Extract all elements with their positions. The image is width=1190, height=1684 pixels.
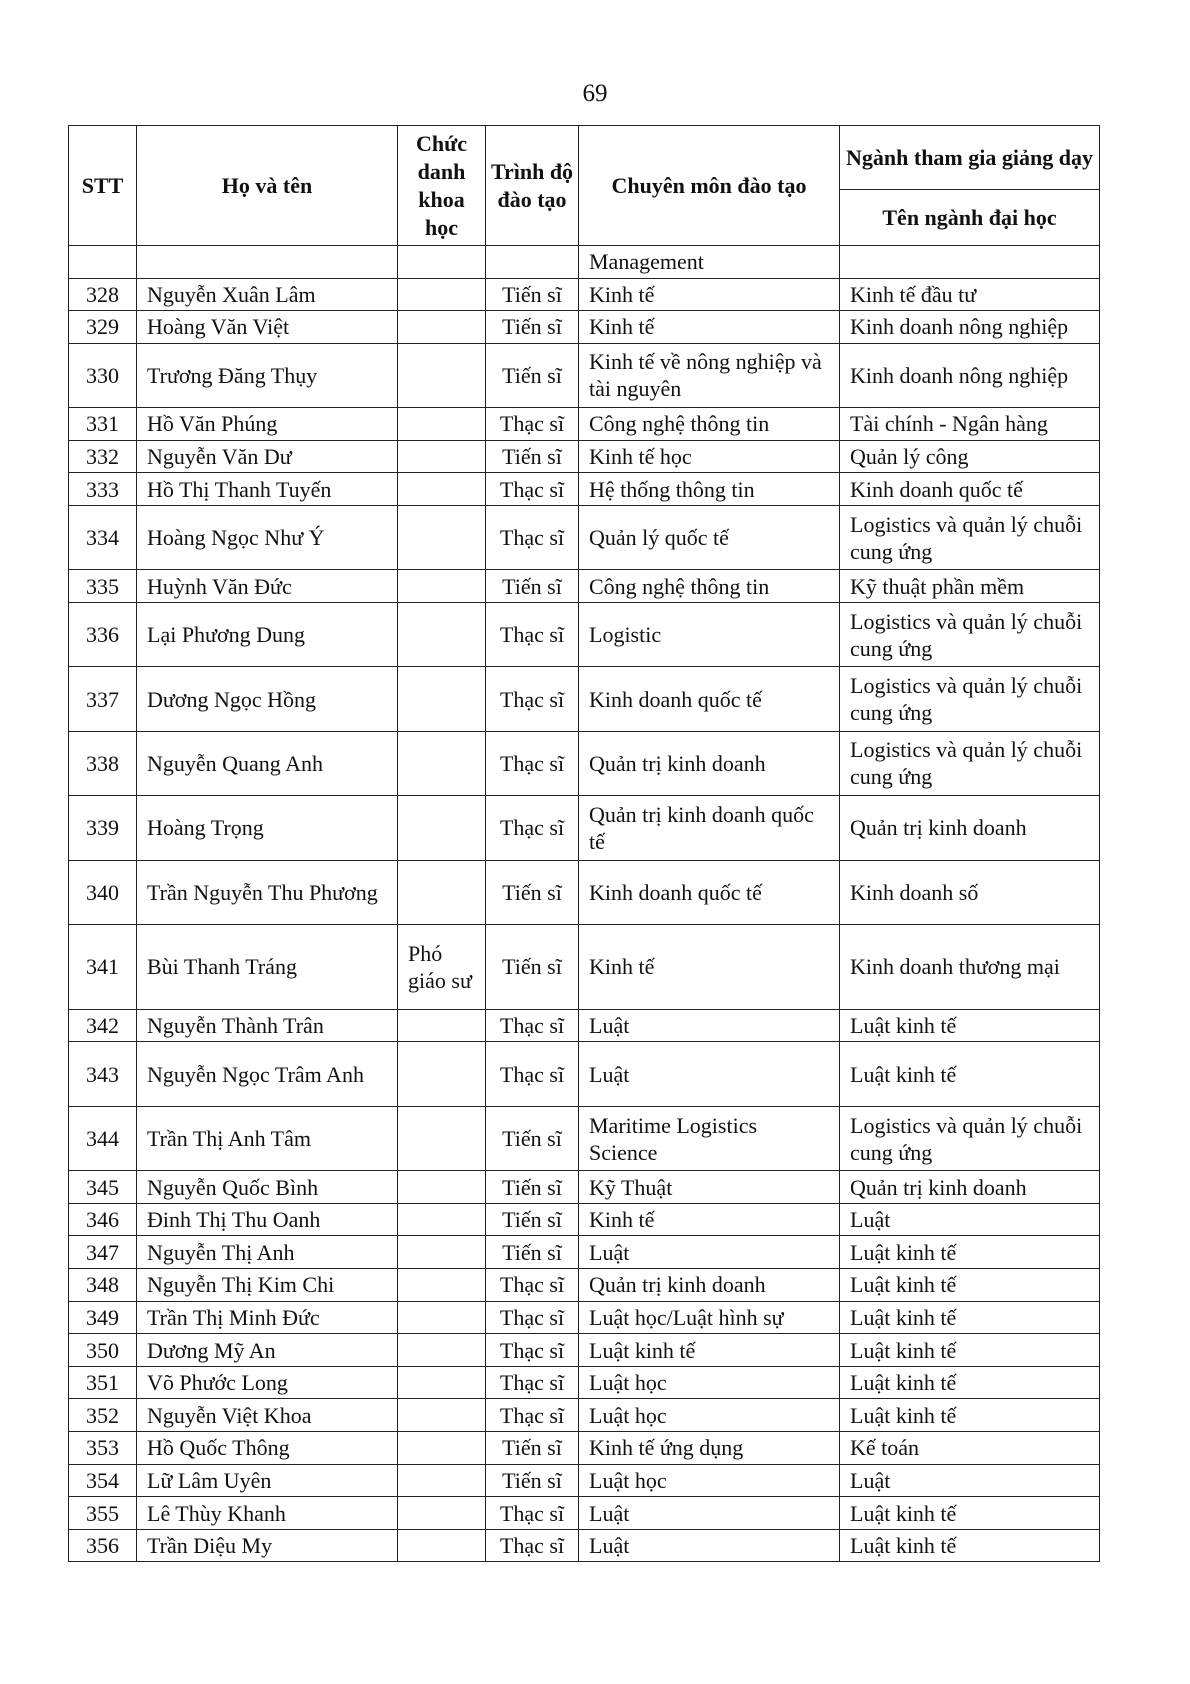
cell-name: Hồ Quốc Thông [137,1432,398,1465]
cell-academic-title [398,1203,486,1236]
cell-degree: Thạc sĩ [486,1334,579,1367]
header-row [69,126,1100,190]
cell-degree: Tiến sĩ [486,570,579,603]
table-row [69,1042,1100,1106]
cell-specialty: Management [579,246,840,279]
cell-name: Trần Nguyễn Thu Phương [137,860,398,924]
table-row [69,602,1100,666]
cell-specialty: Công nghệ thông tin [579,570,840,603]
cell-specialty: Kỹ Thuật [579,1171,840,1204]
cell-specialty: Kinh tế học [579,440,840,473]
cell-major: Kinh doanh quốc tế [840,473,1100,506]
cell-degree: Tiến sĩ [486,278,579,311]
cell-name: Trần Thị Anh Tâm [137,1106,398,1170]
table-row [69,1366,1100,1399]
cell-degree: Thạc sĩ [486,1301,579,1334]
cell-stt: 349 [69,1301,137,1334]
cell-degree: Thạc sĩ [486,602,579,666]
cell-major: Luật kinh tế [840,1236,1100,1269]
cell-stt: 344 [69,1106,137,1170]
cell-academic-title [398,731,486,795]
cell-major [840,246,1100,279]
cell-stt: 339 [69,796,137,860]
header-degree: Trình độ đào tạo [486,126,579,246]
cell-academic-title [398,1497,486,1530]
table-row [69,1009,1100,1042]
cell-stt: 353 [69,1432,137,1465]
cell-name: Nguyễn Việt Khoa [137,1399,398,1432]
cell-major: Luật kinh tế [840,1042,1100,1106]
cell-degree: Tiến sĩ [486,860,579,924]
cell-specialty: Kinh tế [579,311,840,344]
cell-specialty: Kinh doanh quốc tế [579,667,840,731]
cell-name: Bùi Thanh Tráng [137,924,398,1009]
table-row [69,1236,1100,1269]
cell-stt: 336 [69,602,137,666]
cell-academic-title [398,1269,486,1302]
cell-stt: 341 [69,924,137,1009]
header-stt: STT [69,126,137,246]
cell-major: Tài chính - Ngân hàng [840,408,1100,441]
cell-degree: Thạc sĩ [486,731,579,795]
cell-major: Logistics và quản lý chuỗi cung ứng [840,667,1100,731]
cell-academic-title [398,570,486,603]
cell-name: Nguyễn Văn Dư [137,440,398,473]
cell-major: Quản lý công [840,440,1100,473]
cell-stt: 343 [69,1042,137,1106]
table-row [69,311,1100,344]
cell-academic-title [398,505,486,569]
cell-degree: Thạc sĩ [486,1009,579,1042]
cell-degree: Tiến sĩ [486,343,579,407]
cell-major: Logistics và quản lý chuỗi cung ứng [840,505,1100,569]
cell-stt: 356 [69,1529,137,1562]
cell-stt: 331 [69,408,137,441]
cell-major: Kinh doanh số [840,860,1100,924]
cell-specialty: Luật [579,1042,840,1106]
cell-degree: Thạc sĩ [486,505,579,569]
cell-specialty: Kinh tế ứng dụng [579,1432,840,1465]
header-name: Họ và tên [137,126,398,246]
cell-major: Quản trị kinh doanh [840,796,1100,860]
table-row [69,1497,1100,1530]
cell-degree: Thạc sĩ [486,1366,579,1399]
cell-name [137,246,398,279]
cell-stt [69,246,137,279]
cell-name: Hoàng Ngọc Như Ý [137,505,398,569]
cell-specialty: Luật [579,1497,840,1530]
table-row [69,1334,1100,1367]
cell-academic-title [398,440,486,473]
cell-stt: 351 [69,1366,137,1399]
cell-degree: Thạc sĩ [486,1269,579,1302]
cell-academic-title [398,343,486,407]
cell-name: Hồ Thị Thanh Tuyến [137,473,398,506]
table-row [69,796,1100,860]
cell-specialty: Quản trị kinh doanh quốc tế [579,796,840,860]
cell-stt: 350 [69,1334,137,1367]
table-row [69,1269,1100,1302]
table-body [69,246,1100,1562]
cell-specialty: Quản trị kinh doanh [579,731,840,795]
cell-specialty: Luật học [579,1399,840,1432]
cell-name: Võ Phước Long [137,1366,398,1399]
cell-specialty: Luật [579,1009,840,1042]
cell-name: Nguyễn Thành Trân [137,1009,398,1042]
cell-specialty: Luật học [579,1366,840,1399]
cell-degree: Thạc sĩ [486,473,579,506]
cell-academic-title [398,1236,486,1269]
cell-academic-title [398,311,486,344]
cell-specialty: Maritime Logistics Science [579,1106,840,1170]
cell-academic-title [398,1334,486,1367]
cell-academic-title [398,1171,486,1204]
table-row [69,1432,1100,1465]
cell-degree: Thạc sĩ [486,667,579,731]
cell-name: Nguyễn Ngọc Trâm Anh [137,1042,398,1106]
cell-specialty: Luật học/Luật hình sự [579,1301,840,1334]
cell-specialty: Kinh doanh quốc tế [579,860,840,924]
cell-degree: Thạc sĩ [486,1529,579,1562]
cell-degree: Thạc sĩ [486,1042,579,1106]
table-row [69,731,1100,795]
cell-specialty: Kinh tế [579,278,840,311]
cell-academic-title [398,1106,486,1170]
cell-major: Luật kinh tế [840,1269,1100,1302]
cell-stt: 328 [69,278,137,311]
cell-stt: 348 [69,1269,137,1302]
table-row [69,860,1100,924]
cell-major: Kỹ thuật phần mềm [840,570,1100,603]
cell-major: Kế toán [840,1432,1100,1465]
cell-name: Hoàng Trọng [137,796,398,860]
cell-specialty: Kinh tế [579,1203,840,1236]
cell-stt: 333 [69,473,137,506]
cell-major: Luật kinh tế [840,1529,1100,1562]
cell-name: Nguyễn Xuân Lâm [137,278,398,311]
table-row [69,408,1100,441]
cell-major: Kinh tế đầu tư [840,278,1100,311]
cell-specialty: Kinh tế về nông nghiệp và tài nguyên [579,343,840,407]
cell-name: Dương Mỹ An [137,1334,398,1367]
cell-name: Đinh Thị Thu Oanh [137,1203,398,1236]
cell-name: Nguyễn Quang Anh [137,731,398,795]
cell-stt: 347 [69,1236,137,1269]
cell-major: Luật kinh tế [840,1301,1100,1334]
table-row [69,1399,1100,1432]
cell-academic-title [398,1042,486,1106]
cell-degree: Tiến sĩ [486,1432,579,1465]
cell-academic-title [398,1009,486,1042]
cell-degree: Tiến sĩ [486,1236,579,1269]
table-row [69,667,1100,731]
table-row [69,473,1100,506]
cell-major: Kinh doanh thương mại [840,924,1100,1009]
cell-stt: 337 [69,667,137,731]
cell-academic-title [398,1399,486,1432]
cell-name: Trương Đăng Thụy [137,343,398,407]
cell-degree: Thạc sĩ [486,1399,579,1432]
cell-stt: 330 [69,343,137,407]
cell-major: Luật [840,1464,1100,1497]
cell-academic-title [398,408,486,441]
cell-academic-title [398,1464,486,1497]
cell-degree: Tiến sĩ [486,1106,579,1170]
cell-degree: Thạc sĩ [486,1497,579,1530]
cell-academic-title [398,602,486,666]
cell-specialty: Quản trị kinh doanh [579,1269,840,1302]
cell-name: Hồ Văn Phúng [137,408,398,441]
table-row [69,440,1100,473]
table-row [69,1106,1100,1170]
cell-major: Luật kinh tế [840,1334,1100,1367]
cell-major: Logistics và quản lý chuỗi cung ứng [840,602,1100,666]
cell-stt: 334 [69,505,137,569]
cell-major: Luật [840,1203,1100,1236]
cell-name: Lại Phương Dung [137,602,398,666]
cell-academic-title [398,1301,486,1334]
header-teaching-group: Ngành tham gia giảng dạy [840,126,1100,190]
cell-specialty: Công nghệ thông tin [579,408,840,441]
cell-degree: Tiến sĩ [486,311,579,344]
cell-stt: 335 [69,570,137,603]
cell-name: Hoàng Văn Việt [137,311,398,344]
cell-academic-title [398,278,486,311]
cell-major: Quản trị kinh doanh [840,1171,1100,1204]
table-row [69,1464,1100,1497]
cell-stt: 345 [69,1171,137,1204]
cell-specialty: Logistic [579,602,840,666]
cell-major: Luật kinh tế [840,1399,1100,1432]
cell-major: Logistics và quản lý chuỗi cung ứng [840,731,1100,795]
cell-degree: Tiến sĩ [486,924,579,1009]
cell-stt: 354 [69,1464,137,1497]
cell-stt: 352 [69,1399,137,1432]
cell-degree [486,246,579,279]
header-major: Tên ngành đại học [840,190,1100,246]
cell-major: Luật kinh tế [840,1366,1100,1399]
cell-degree: Tiến sĩ [486,1464,579,1497]
cell-specialty: Luật kinh tế [579,1334,840,1367]
table-row [69,343,1100,407]
cell-specialty: Luật [579,1529,840,1562]
table-row [69,1171,1100,1204]
cell-academic-title [398,1432,486,1465]
cell-stt: 342 [69,1009,137,1042]
cell-name: Trần Thị Minh Đức [137,1301,398,1334]
cell-specialty: Kinh tế [579,924,840,1009]
table-row [69,1203,1100,1236]
cell-stt: 338 [69,731,137,795]
cell-stt: 355 [69,1497,137,1530]
cell-academic-title [398,1529,486,1562]
cell-name: Dương Ngọc Hồng [137,667,398,731]
cell-academic-title: Phó giáo sư [398,924,486,1009]
cell-degree: Thạc sĩ [486,796,579,860]
lecturer-table [68,125,1100,1562]
cell-specialty: Hệ thống thông tin [579,473,840,506]
cell-specialty: Quản lý quốc tế [579,505,840,569]
cell-academic-title [398,473,486,506]
header-academic-title: Chức danh khoa học [398,126,486,246]
cell-name: Nguyễn Quốc Bình [137,1171,398,1204]
cell-degree: Tiến sĩ [486,1171,579,1204]
cell-name: Nguyễn Thị Anh [137,1236,398,1269]
cell-stt: 329 [69,311,137,344]
cell-major: Kinh doanh nông nghiệp [840,311,1100,344]
cell-academic-title [398,796,486,860]
cell-academic-title [398,1366,486,1399]
cell-name: Trần Diệu My [137,1529,398,1562]
cell-major: Luật kinh tế [840,1497,1100,1530]
cell-degree: Thạc sĩ [486,408,579,441]
table-row [69,924,1100,1009]
cell-specialty: Luật học [579,1464,840,1497]
cell-name: Lê Thùy Khanh [137,1497,398,1530]
page-number: 69 [582,80,608,107]
table-row [69,505,1100,569]
cell-stt: 346 [69,1203,137,1236]
header-specialty: Chuyên môn đào tạo [579,126,840,246]
cell-major: Logistics và quản lý chuỗi cung ứng [840,1106,1100,1170]
cell-stt: 340 [69,860,137,924]
cell-name: Lữ Lâm Uyên [137,1464,398,1497]
cell-degree: Tiến sĩ [486,1203,579,1236]
table-row [69,1529,1100,1562]
cell-academic-title [398,667,486,731]
cell-academic-title [398,860,486,924]
table-row [69,570,1100,603]
cell-specialty: Luật [579,1236,840,1269]
cell-name: Nguyễn Thị Kim Chi [137,1269,398,1302]
table-row [69,278,1100,311]
table-row [69,1301,1100,1334]
cell-major: Luật kinh tế [840,1009,1100,1042]
cell-major: Kinh doanh nông nghiệp [840,343,1100,407]
table-row [69,246,1100,279]
cell-degree: Tiến sĩ [486,440,579,473]
cell-name: Huỳnh Văn Đức [137,570,398,603]
cell-academic-title [398,246,486,279]
cell-stt: 332 [69,440,137,473]
